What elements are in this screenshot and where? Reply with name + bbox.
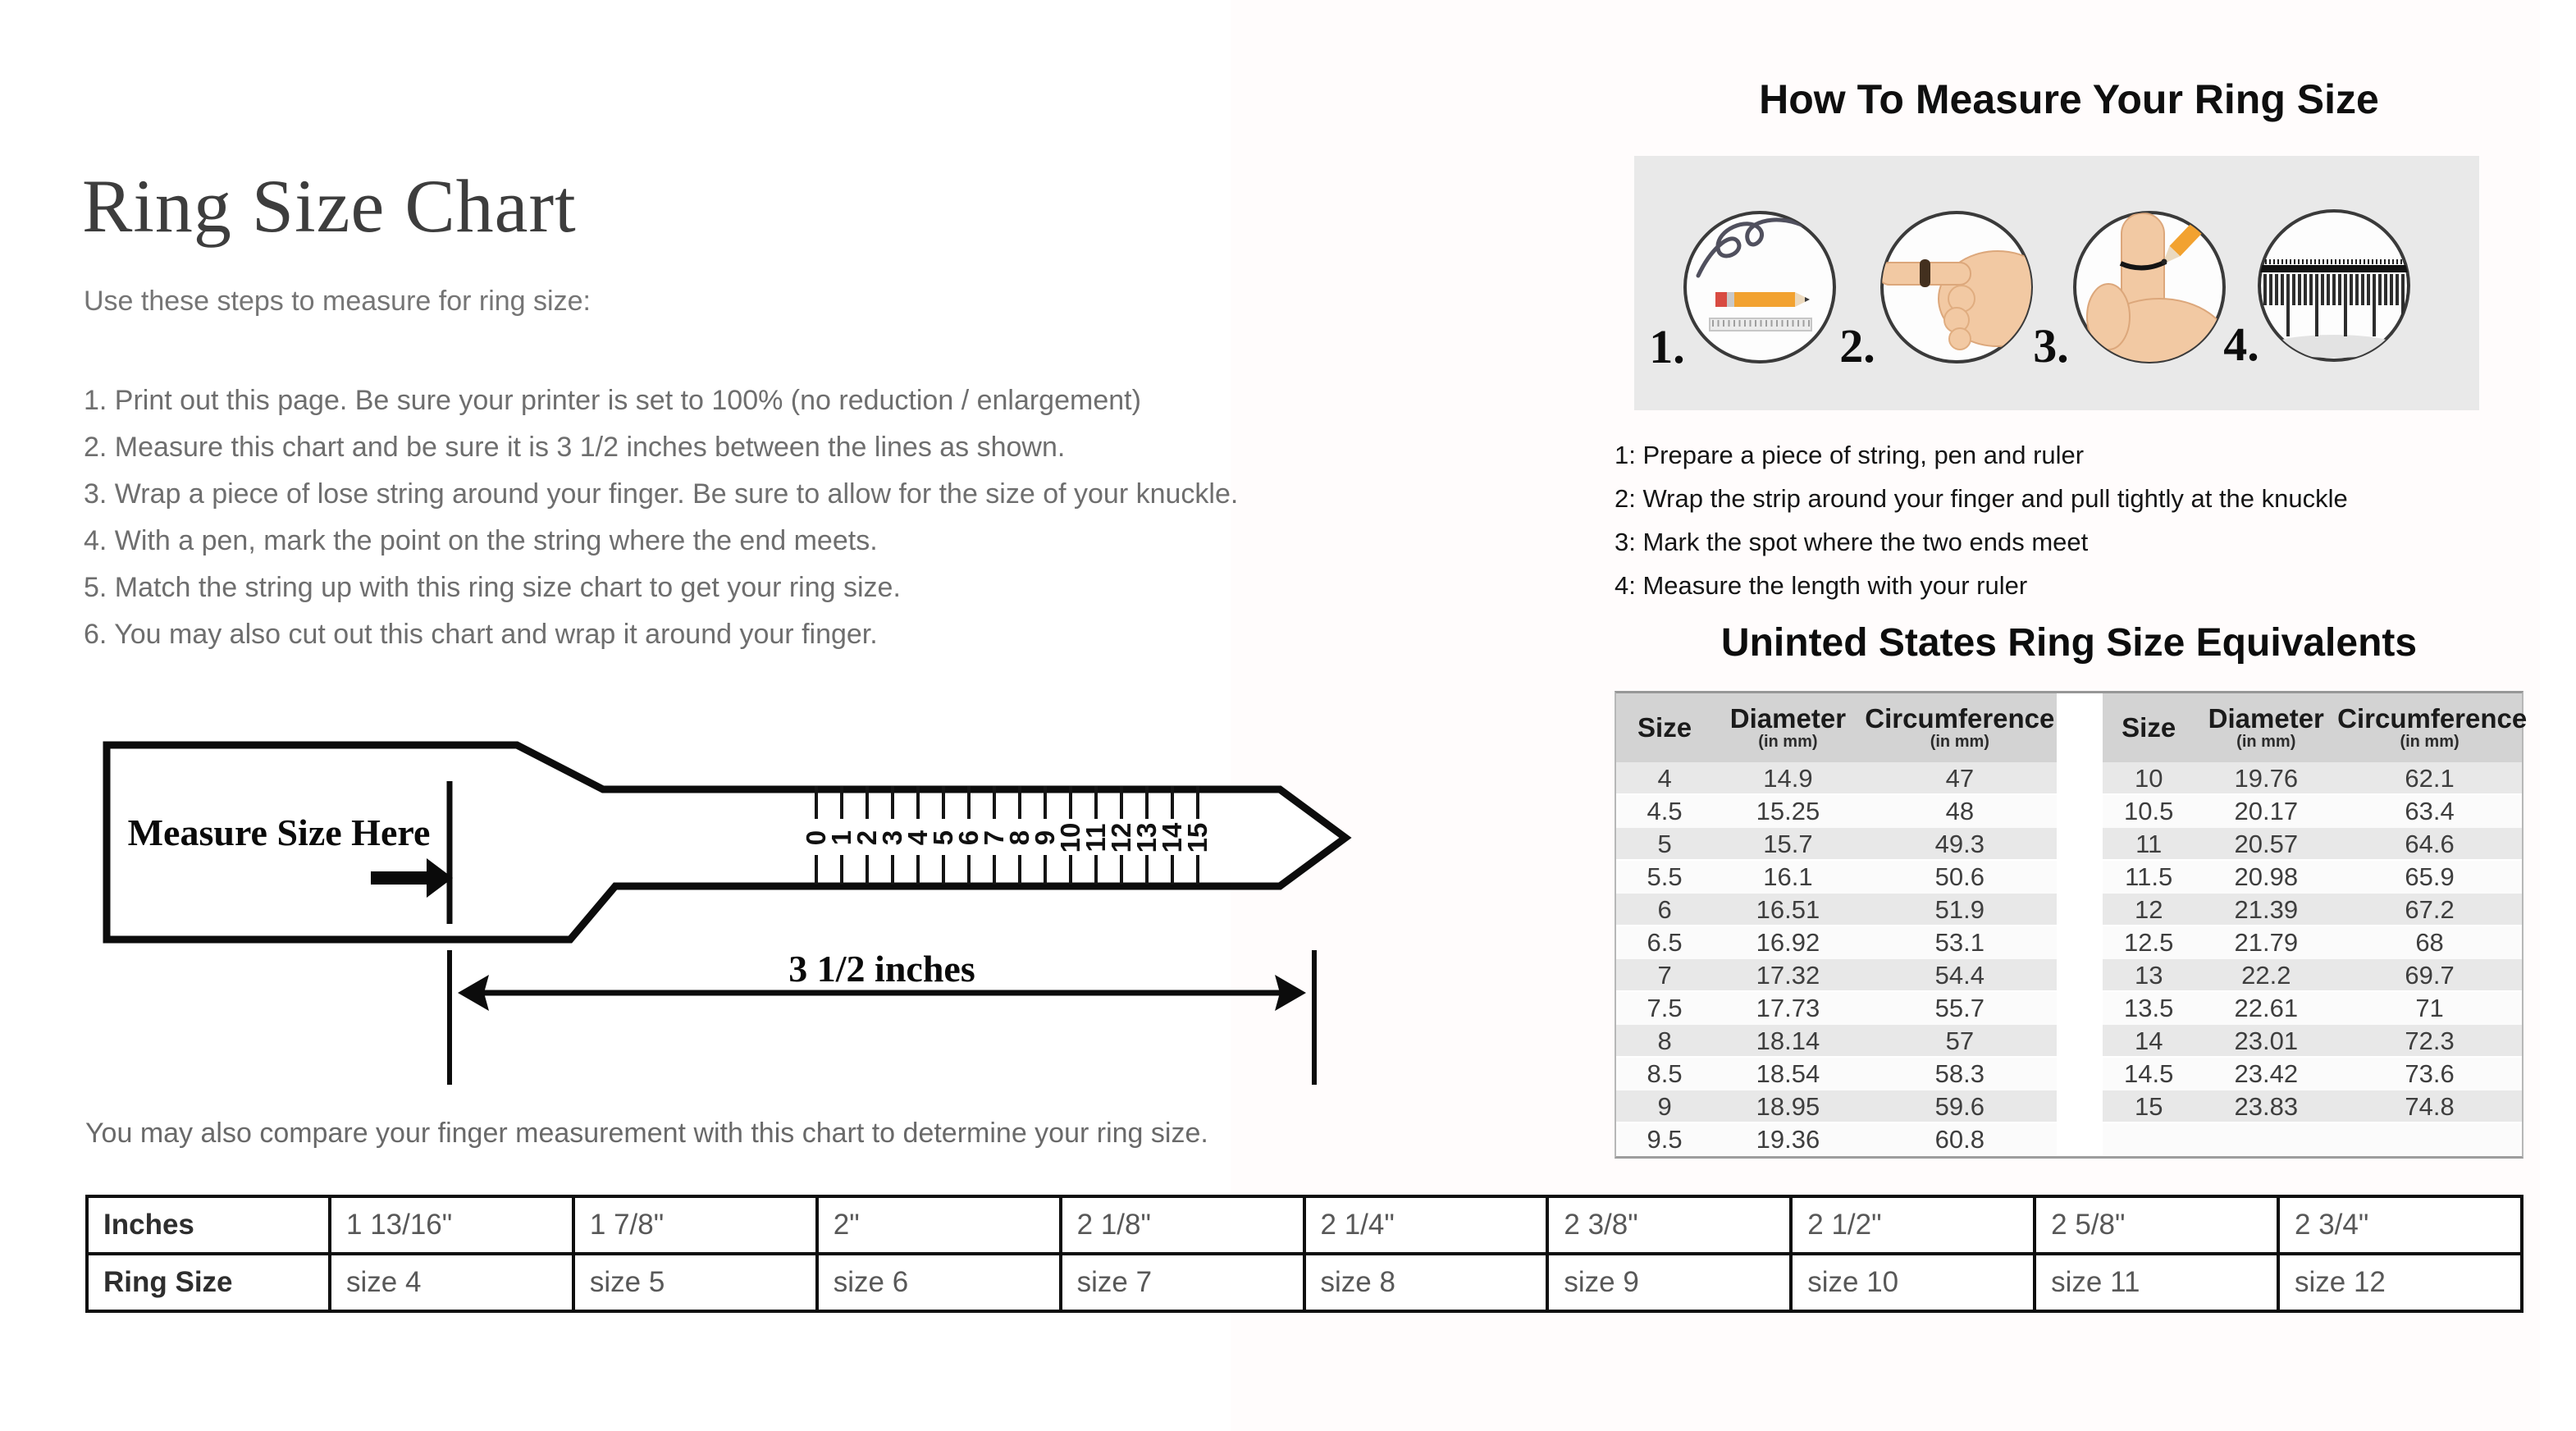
ring-size-row (1616, 1123, 2057, 1156)
ring-size-value-cell: size 8 (1304, 1254, 1548, 1311)
step-number-1: 1. (1649, 320, 1685, 373)
inches-value-cell: 2 1/2" (1791, 1196, 2035, 1254)
circumference-cell: 63.4 (2405, 797, 2455, 825)
ring-size-value-cell: size 11 (2035, 1254, 2278, 1311)
inches-row-label: Inches (87, 1196, 330, 1254)
diameter-cell: 21.39 (2234, 895, 2299, 924)
sizer-number-0: 0 (801, 830, 831, 846)
circumference-cell: 64.6 (2405, 830, 2455, 858)
size-cell: 4 (1657, 764, 1672, 793)
size-cell: 10 (2134, 764, 2163, 793)
how-to-step-2: 2: Wrap the strip around your finger and pull tightly at the knuckle (1615, 484, 2348, 513)
size-cell: 6 (1657, 895, 1672, 924)
diameter-cell: 15.25 (1756, 797, 1820, 825)
measure-steps-list (84, 377, 1238, 658)
size-cell: 12.5 (2124, 928, 2174, 957)
ring-size-value-cell: size 6 (817, 1254, 1061, 1311)
ring-size-row (1616, 1058, 2057, 1090)
us-ring-size-table (1615, 691, 2528, 1159)
circumference-cell: 67.2 (2405, 895, 2455, 924)
circumference-cell: 68 (2415, 928, 2444, 957)
ring-size-row (2103, 926, 2522, 959)
how-to-title: How To Measure Your Ring Size (1759, 76, 2379, 122)
ring-size-row-label: Ring Size (87, 1254, 330, 1311)
header-diameter: Diameter (in mm) (1729, 703, 1847, 751)
sizer-number-15: 15 (1182, 822, 1213, 853)
sizer-number-7: 7 (979, 830, 1009, 846)
size-cell: 13.5 (2124, 994, 2174, 1022)
diameter-cell: 16.92 (1756, 928, 1820, 957)
size-cell: 5 (1657, 830, 1672, 858)
ring-size-row (1616, 926, 2057, 959)
size-cell: 6.5 (1647, 928, 1683, 957)
circumference-cell: 58.3 (1934, 1059, 1985, 1088)
inches-value-cell: 2 5/8" (2035, 1196, 2278, 1254)
size-cell: 13 (2134, 961, 2163, 990)
measure-here-label: Measure Size Here (127, 812, 431, 853)
size-cell: 10.5 (2124, 797, 2174, 825)
diameter-cell: 19.76 (2234, 764, 2299, 793)
size-cell: 5.5 (1647, 862, 1683, 891)
size-cell: 9 (1657, 1092, 1672, 1121)
ring-size-row (2103, 992, 2522, 1025)
size-cell: 14 (2134, 1026, 2163, 1055)
ring-size-value-cell: size 9 (1547, 1254, 1791, 1311)
inches-value-cell: 2" (817, 1196, 1061, 1254)
diameter-cell: 15.7 (1763, 830, 1813, 858)
ring-size-row (1616, 762, 2057, 795)
header-diameter: Diameter (in mm) (2208, 703, 2324, 751)
circumference-cell: 49.3 (1934, 830, 1985, 858)
sizer-number-3: 3 (877, 830, 907, 846)
inches-to-size-table (85, 1195, 2523, 1313)
circumference-cell: 54.4 (1934, 961, 1985, 990)
inches-value-cell: 2 3/4" (2278, 1196, 2522, 1254)
ring-size-row (2103, 1025, 2522, 1058)
ring-size-row (87, 1254, 2522, 1311)
diameter-cell: 20.98 (2234, 862, 2299, 891)
ring-size-row (1616, 1090, 2057, 1123)
size-cell: 11 (2135, 830, 2163, 858)
circumference-cell: 48 (1945, 797, 1975, 825)
diameter-cell: 23.83 (2234, 1092, 2299, 1121)
sizer-number-10: 10 (1055, 822, 1085, 853)
size-cell: 7.5 (1647, 994, 1683, 1022)
table-header-row (2103, 693, 2528, 762)
diameter-cell: 17.32 (1756, 961, 1820, 990)
circumference-cell: 65.9 (2405, 862, 2455, 891)
how-to-step-3: 3: Mark the spot where the two ends meet (1615, 528, 2089, 556)
sizer-number-12: 12 (1106, 822, 1136, 853)
sizer-number-5: 5 (928, 830, 958, 846)
sizer-number-8: 8 (1004, 830, 1035, 846)
inches-value-cell: 2 3/8" (1547, 1196, 1791, 1254)
step1-circle (1685, 213, 1834, 362)
ring-size-row (1616, 861, 2057, 894)
measure-step-5: 5. Match the string up with this ring size chart to get your ring size. (84, 572, 901, 603)
circumference-cell: 59.6 (1934, 1092, 1985, 1121)
header-circumference: Circumference (in mm) (2337, 703, 2528, 751)
measure-step-2: 2. Measure this chart and be sure it is 3 1/2 inches between the lines as shown. (84, 432, 1066, 463)
circumference-cell: 73.6 (2405, 1059, 2455, 1088)
ring-size-table-right-group (2103, 693, 2528, 1156)
size-cell: 4.5 (1647, 797, 1683, 825)
how-to-steps-list (1615, 433, 2348, 607)
ring-size-row (2103, 795, 2522, 828)
equivalents-title: Uninted States Ring Size Equivalents (1720, 621, 2418, 665)
inches-row (87, 1196, 2522, 1254)
diameter-cell: 17.73 (1756, 994, 1820, 1022)
measure-step-1: 1. Print out this page. Be sure your printer is set to 100% (no reduction / enlargement) (84, 385, 1141, 416)
ring-size-value-cell: size 10 (1791, 1254, 2035, 1311)
step-number-3: 3. (2033, 319, 2069, 373)
sizer-number-6: 6 (953, 830, 984, 846)
ring-size-row (2103, 828, 2522, 861)
ring-size-value-cell: size 7 (1061, 1254, 1304, 1311)
inches-value-cell: 1 13/16" (330, 1196, 573, 1254)
step-number-2: 2. (1839, 319, 1875, 373)
size-cell: 7 (1657, 961, 1672, 990)
header-circumference: Circumference (in mm) (1865, 703, 2055, 751)
ring-size-row (1616, 795, 2057, 828)
size-cell: 8.5 (1647, 1059, 1683, 1088)
compare-note: You may also compare your finger measurement with this chart to determine your ring size. (85, 1118, 1208, 1149)
header-size: Size (2122, 711, 2176, 743)
size-cell: 8 (1657, 1026, 1672, 1055)
diameter-cell: 23.01 (2234, 1026, 2299, 1055)
ring-size-row (2103, 1058, 2522, 1090)
diameter-cell: 20.57 (2234, 830, 2299, 858)
ring-sizer-diagram (82, 738, 1362, 1091)
size-cell: 11.5 (2125, 862, 2173, 891)
circumference-cell: 60.8 (1934, 1125, 1985, 1154)
size-cell: 14.5 (2124, 1059, 2174, 1088)
intro-text: Use these steps to measure for ring size: (84, 286, 591, 317)
ring-size-row (1616, 828, 2057, 861)
ring-size-row (1616, 992, 2057, 1025)
diameter-cell: 20.17 (2234, 797, 2299, 825)
how-to-step-1: 1: Prepare a piece of string, pen and ruler (1615, 441, 2085, 469)
sizer-number-4: 4 (902, 830, 933, 846)
diameter-cell: 22.61 (2234, 994, 2299, 1022)
circumference-cell: 57 (1945, 1026, 1975, 1055)
diameter-cell: 18.14 (1756, 1026, 1820, 1055)
circumference-cell: 55.7 (1934, 994, 1985, 1022)
sizer-number-11: 11 (1080, 823, 1111, 853)
diameter-cell: 14.9 (1763, 764, 1813, 793)
size-cell: 9.5 (1647, 1125, 1683, 1154)
table-header-row (1616, 693, 2057, 762)
ring-size-row (2103, 894, 2522, 926)
circumference-cell: 69.7 (2405, 961, 2455, 990)
diameter-cell: 23.42 (2234, 1059, 2299, 1088)
sizer-number-14: 14 (1157, 822, 1187, 853)
ring-size-row (1616, 894, 2057, 926)
step-number-4: 4. (2223, 318, 2259, 371)
diameter-cell: 18.54 (1756, 1059, 1820, 1088)
circumference-cell: 71 (2415, 994, 2444, 1022)
ring-size-table-left-group (1616, 693, 2057, 1156)
circumference-cell: 53.1 (1934, 928, 1985, 957)
diameter-cell: 21.79 (2234, 928, 2299, 957)
ring-size-row (2103, 762, 2522, 795)
how-to-step-4: 4: Measure the length with your ruler (1615, 571, 2028, 600)
how-to-illustrations-panel (1634, 156, 2479, 410)
inches-value-cell: 2 1/8" (1061, 1196, 1304, 1254)
circumference-cell: 62.1 (2405, 764, 2455, 793)
circumference-cell: 47 (1945, 764, 1975, 793)
diameter-cell: 16.51 (1756, 895, 1820, 924)
page-title: Ring Size Chart (82, 164, 577, 248)
measure-step-6: 6. You may also cut out this chart and wrap it around your finger. (84, 619, 878, 650)
ring-size-row (1616, 1025, 2057, 1058)
header-size: Size (1637, 711, 1692, 743)
ring-size-value-cell: size 12 (2278, 1254, 2522, 1311)
ring-size-row (2103, 1123, 2522, 1156)
size-cell: 15 (2134, 1092, 2163, 1121)
circumference-cell: 51.9 (1934, 895, 1985, 924)
sizer-number-13: 13 (1131, 822, 1162, 853)
measure-step-4: 4. With a pen, mark the point on the string where the end meets. (84, 525, 878, 556)
measure-step-3: 3. Wrap a piece of lose string around your finger. Be sure to allow for the size of your knuckle. (84, 478, 1239, 510)
size-cell: 12 (2134, 895, 2163, 924)
ring-size-row (2103, 861, 2522, 894)
ring-size-row (1616, 959, 2057, 992)
ring-size-value-cell: size 4 (330, 1254, 573, 1311)
inches-value-cell: 1 7/8" (573, 1196, 817, 1254)
ring-size-row (2103, 1090, 2522, 1123)
sizer-number-1: 1 (826, 830, 856, 846)
table-group-divider (2057, 693, 2103, 1156)
sizer-number-9: 9 (1030, 830, 1060, 846)
ring-size-value-cell: size 5 (573, 1254, 817, 1311)
diameter-cell: 16.1 (1763, 862, 1813, 891)
diameter-cell: 22.2 (2241, 961, 2291, 990)
circumference-cell: 50.6 (1934, 862, 1985, 891)
inches-value-cell: 2 1/4" (1304, 1196, 1548, 1254)
circumference-cell: 74.8 (2405, 1092, 2455, 1121)
width-label: 3 1/2 inches (788, 948, 975, 990)
diameter-cell: 18.95 (1756, 1092, 1820, 1121)
diameter-cell: 19.36 (1756, 1125, 1820, 1154)
ring-size-row (2103, 959, 2522, 992)
sizer-number-2: 2 (852, 830, 882, 846)
circumference-cell: 72.3 (2405, 1026, 2455, 1055)
